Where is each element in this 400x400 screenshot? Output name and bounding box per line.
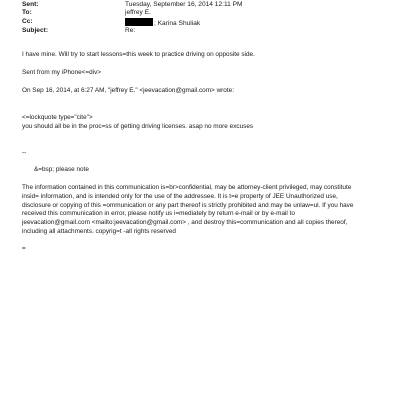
disclaimer-line: disclosure or copying of this =ommunication or any part thereof is strictly prohibited and may be unlaw=ul. If you have (22, 202, 354, 209)
disclaimer-line: The information contained in this communication is=br>confidential, may be attorney-client privileged, may constitute (22, 184, 352, 191)
disclaimer-line: received this communication in error, please notify us i=mediately by return e-mail or by e-mail to (22, 210, 295, 217)
quoted-header-line: On Sep 16, 2014, at 6:27 AM, "jeffrey E." <jeevacation@gmail.com> wrote: (22, 87, 234, 94)
subject-row (22, 27, 382, 35)
sent-row (22, 1, 382, 9)
quoted-message-line: you should all be in the proc=ss of getting driving licenses. asap no more excuses (22, 123, 254, 130)
signature-line: Sent from my iPhone<=div> (22, 69, 102, 76)
blockquote-tag-line: <=lockquote type="cite"> (22, 114, 93, 121)
trailing-equals-line: = (22, 245, 26, 252)
message-line-1: I have mine. Will try to start lessons=this week to practice driving on opposite side. (22, 51, 255, 58)
to-label: To: (22, 9, 32, 16)
to-row (22, 9, 382, 17)
redaction-bar (125, 18, 153, 26)
disclaimer-line: insid= information, and is intended only for the use of the addressee. It is t=e property of JEE Unauthorized use, (22, 193, 338, 200)
cc-label: Cc: (22, 18, 33, 25)
sent-value: Tuesday, September 16, 2014 12:11 PM (125, 1, 243, 8)
sent-label: Sent: (22, 1, 39, 8)
subject-value: Re: (125, 27, 136, 34)
separator-line: -- (22, 149, 27, 156)
disclaimer-line: jeevacation@gmail.com <mailto:jeevacation@gmail.com> , and destroy this=communication and all copies thereof, (22, 219, 348, 226)
disclaimer-line: including all attachments. copyrig=t -all rights reserved (22, 228, 176, 235)
to-value: jeffrey E. (125, 9, 151, 16)
please-note-line: &=bsp; please note (34, 166, 89, 173)
subject-label: Subject: (22, 27, 49, 34)
cc-value: ; Karina Shuliak (154, 20, 201, 27)
